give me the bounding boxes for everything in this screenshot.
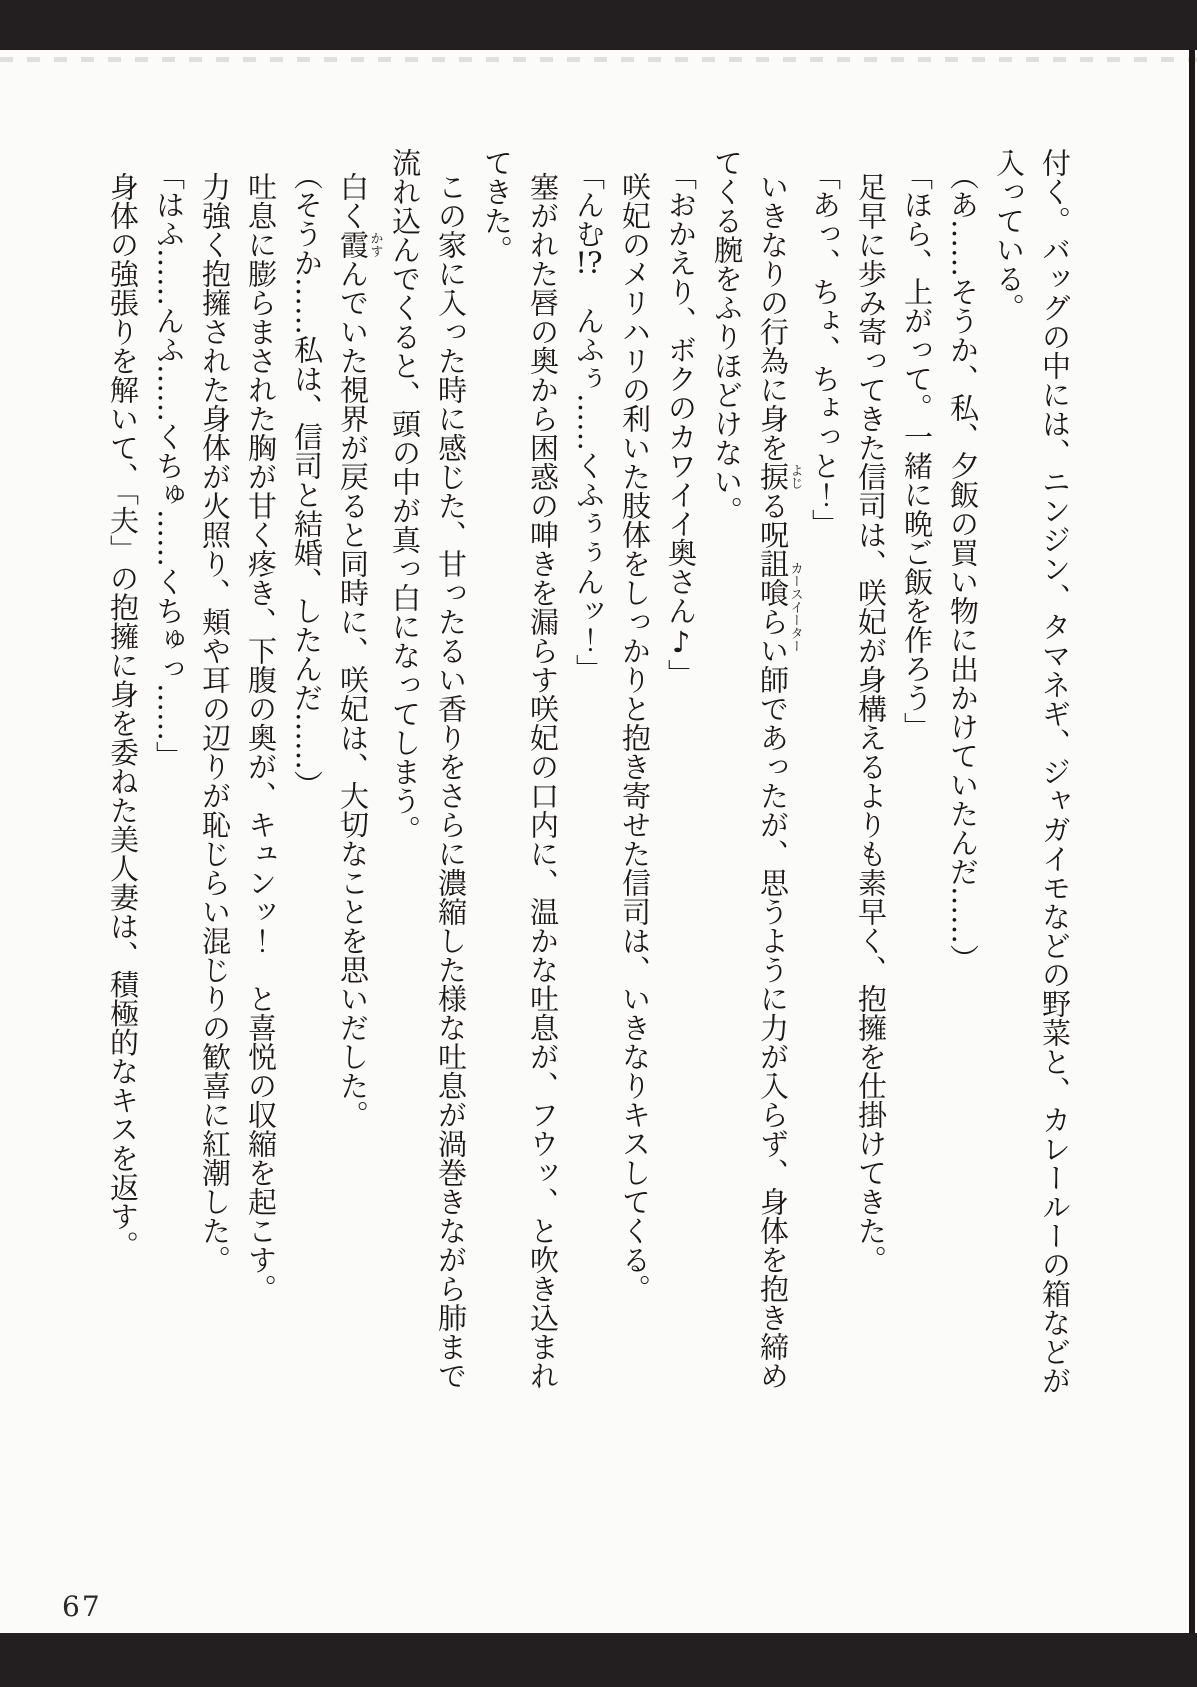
paragraph-3: 「ほら、上がって。一緒に晩ご飯を作ろう」 xyxy=(900,161,934,741)
paragraph-7: 「おかえり、ボクのカワイイ奥さん♪」 xyxy=(664,161,698,688)
bottom-black-bar xyxy=(0,1633,1197,1687)
ruby-annotated-text: 呪詛喰らい師カースイーター xyxy=(756,520,803,694)
paragraph-1: 付く。バッグの中には、ニンジン、タマネギ、ジャガイモなどの野菜と、カレールーの箱などが入っている。 xyxy=(992,148,1072,1395)
paragraph-6: いきなりの行為に身を捩よじる呪詛喰らい師カースイーターであったが、思うように力が入らず、身体を抱き締めてくる腕をふりほどけない。 xyxy=(710,148,803,1390)
paragraph-14: 吐息に膨らまされた胸が甘く疼き、下腹の奥が、キュンッ！ と喜悦の収縮を起こす。 xyxy=(244,172,278,1303)
paragraph-16: 「はふ……んふ……くちゅ……くちゅっ……」 xyxy=(152,161,186,770)
paragraph-2: （あ……そうか、私、夕飯の買い物に出かけていたんだ……） xyxy=(946,161,980,973)
page-number: 67 xyxy=(62,1590,102,1623)
paragraph-11: この家に入った時に感じた、甘ったるい香りをさらに濃縮した様な吐息が渦巻きながら肺まで流れ込んでくると、頭の中が真っ白になってしまう。 xyxy=(388,148,468,1390)
paragraph-15: 力強く抱擁された身体が火照り、頬や耳の辺りが恥じらい混じりの歓喜に紅潮した。 xyxy=(198,172,232,1274)
paragraph-4: 足早に歩み寄ってきた信司は、咲妃が身構えるよりも素早く、抱擁を仕掛けてきた。 xyxy=(854,172,888,1274)
top-black-bar xyxy=(0,0,1197,50)
paragraph-5: 「あっ、ちょ、ちょっと！」 xyxy=(808,161,842,538)
paragraph-17: 身体の強張りを解いて、「夫」の抱擁に身を委ねた美人妻は、積極的なキスを返す。 xyxy=(106,172,140,1260)
paragraph-9: 「んむ!? んふぅ……くふぅぅんッ！」 xyxy=(572,161,606,683)
scan-edge-artifact xyxy=(0,57,1197,62)
page-edge-shadow xyxy=(1189,50,1195,1687)
tate-chu-yoko-text: !? xyxy=(575,248,603,277)
page-text xyxy=(106,148,1078,1408)
paragraph-10: 塞がれた唇の奥から困惑の呻きを漏らす咲妃の口内に、温かな吐息が、フウッ、と吹き込まれてきた。 xyxy=(480,148,560,1390)
paragraph-8: 咲妃のメリハリの利いた肢体をしっかりと抱き寄せた信司は、いきなりキスしてくる。 xyxy=(618,172,652,1303)
paragraph-13: （そうか……私は、信司と結婚、したんだ……） xyxy=(290,161,324,799)
ruby-annotated-text: 霞かす xyxy=(336,230,383,259)
ruby-annotated-text: 捩よじ xyxy=(756,462,803,491)
paragraph-12: 白く霞かすんでいた視界が戻ると同時に、咲妃は、大切なことを思いだした。 xyxy=(336,172,383,1129)
